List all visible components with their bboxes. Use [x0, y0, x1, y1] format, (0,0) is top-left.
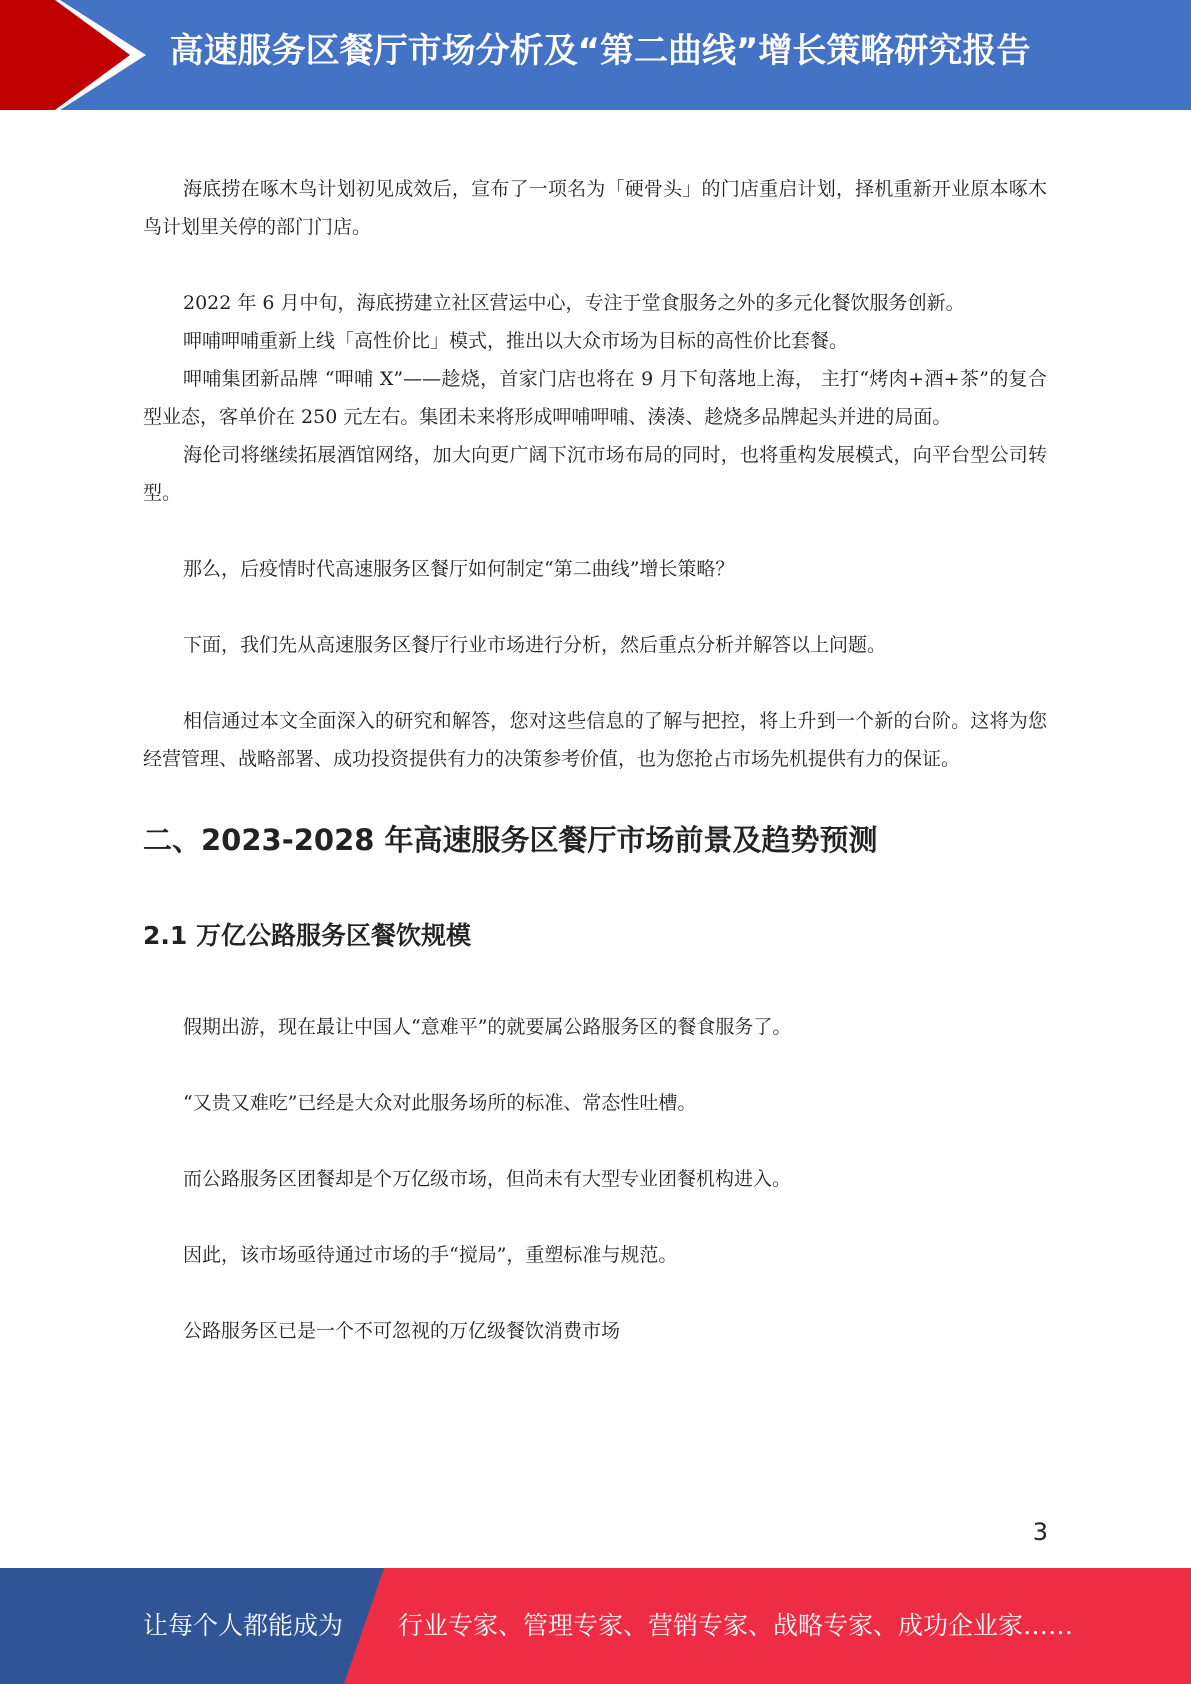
paragraph: 呷哺呷哺重新上线「高性价比」模式，推出以大众市场为目标的高性价比套餐。 — [183, 330, 849, 352]
paragraph: 2022 年 6 月中旬，海底捞建立社区营运中心，专注于堂食服务之外的多元化餐饮服务创新。 — [183, 292, 965, 314]
list-line: 而公路服务区团餐却是个万亿级市场，但尚未有大型专业团餐机构进入。 — [183, 1168, 792, 1190]
paragraph: 海伦司将继续拓展酒馆网络，加大向更广阔下沉市场布局的同时，也将重构发展模式，向平台型公司转型。 — [143, 444, 1047, 504]
page-content — [143, 170, 1047, 1350]
section-heading: 二、2023-2028 年高速服务区餐厅市场前景及趋势预测 — [143, 823, 878, 857]
list-line: 公路服务区已是一个不可忽视的万亿级餐饮消费市场 — [183, 1320, 621, 1342]
paragraph-intro: 下面，我们先从高速服务区餐厅行业市场进行分析，然后重点分析并解答以上问题。 — [183, 634, 887, 656]
page-number: 3 — [1032, 1518, 1048, 1546]
paragraph-question: 那么，后疫情时代高速服务区餐厅如何制定“第二曲线”增长策略？ — [183, 558, 735, 580]
page-footer — [0, 1568, 1191, 1684]
footer-slogan-left: 让每个人都能成为 — [143, 1611, 344, 1640]
red-chevron-icon — [0, 0, 160, 110]
list-line: 假期出游，现在最让中国人“意难平”的就要属公路服务区的餐食服务了。 — [183, 1016, 792, 1038]
list-line: 因此，该市场亟待通过市场的手“搅局”，重塑标准与规范。 — [183, 1244, 678, 1266]
list-line: “又贵又难吃”已经是大众对此服务场所的标准、常态性吐槽。 — [183, 1092, 697, 1114]
report-title: 高速服务区餐厅市场分析及“第二曲线”增长策略研究报告 — [169, 31, 1031, 71]
paragraph: 呷哺集团新品牌 “呷哺 X”——趁烧，首家门店也将在 9 月下旬落地上海， 主打“烤肉+酒+茶”的复合型业态，客单价在 250 元左右。集团未来将形成呷哺呷哺、湊湊、趁烧多品牌起头并进的局面。 — [143, 368, 1047, 428]
subsection-heading: 2.1 万亿公路服务区餐饮规模 — [143, 921, 471, 950]
paragraph: 海底捞在啄木鸟计划初见成效后，宣布了一项名为「硬骨头」的门店重启计划，择机重新开业原本啄木鸟计划里关停的部门门店。 — [143, 178, 1047, 238]
page-header — [0, 0, 1191, 110]
paragraph-closing: 相信通过本文全面深入的研究和解答，您对这些信息的了解与把控，将上升到一个新的台阶。这将为您经营管理、战略部署、成功投资提供有力的决策参考价值，也为您抢占市场先机提供有力的保证。 — [143, 710, 1047, 770]
footer-slogan-right: 行业专家、管理专家、营销专家、战略专家、成功企业家…… — [398, 1611, 1074, 1640]
